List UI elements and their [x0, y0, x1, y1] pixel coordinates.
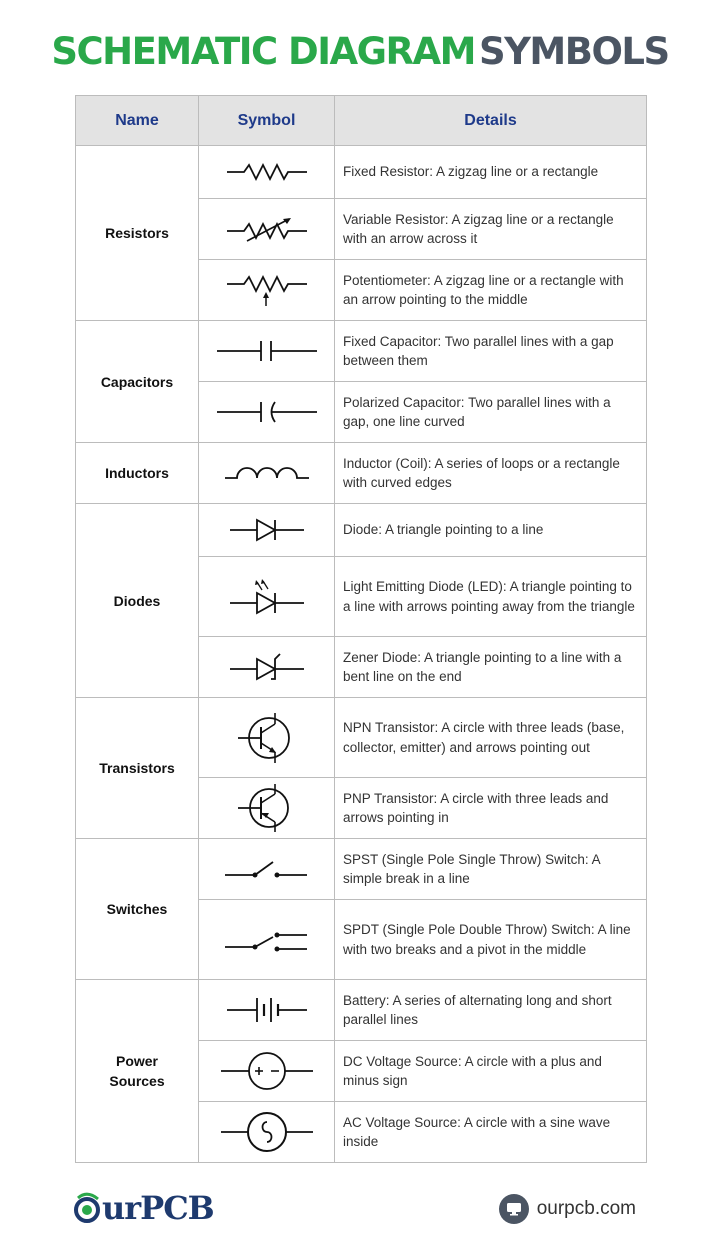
polarized-capacitor-symbol — [212, 397, 322, 427]
led-symbol — [222, 575, 312, 619]
details-cell: Fixed Capacitor: Two parallel lines with a gap between them — [335, 321, 647, 382]
diode-symbol — [222, 515, 312, 545]
column-header-symbol: Symbol — [199, 96, 335, 146]
details-cell: SPDT (Single Pole Double Throw) Switch: A line with two breaks and a pivot in the middle — [335, 900, 647, 980]
ac-voltage-source-symbol — [217, 1110, 317, 1154]
details-cell: Light Emitting Diode (LED): A triangle pointing to a line with arrows pointing away from the triangle — [335, 557, 647, 637]
symbol-cell — [199, 778, 335, 839]
symbol-cell — [199, 260, 335, 321]
table-header-row — [76, 96, 647, 146]
group-name-capacitors: Capacitors — [76, 321, 199, 443]
details-cell: Variable Resistor: A zigzag line or a rectangle with an arrow across it — [335, 199, 647, 260]
symbol-cell — [199, 382, 335, 443]
details-cell: Diode: A triangle pointing to a line — [335, 504, 647, 557]
details-cell: DC Voltage Source: A circle with a plus and minus sign — [335, 1041, 647, 1102]
spst-switch-symbol — [217, 854, 317, 884]
details-cell: Potentiometer: A zigzag line or a rectangle with an arrow pointing to the middle — [335, 260, 647, 321]
group-name-diodes: Diodes — [76, 504, 199, 698]
ourpcb-logo[interactable] — [72, 1186, 214, 1230]
logo-text: urPCB — [102, 1189, 214, 1227]
symbol-cell — [199, 146, 335, 199]
website-link[interactable] — [499, 1193, 636, 1225]
details-cell: AC Voltage Source: A circle with a sine wave inside — [335, 1102, 647, 1163]
table-row — [76, 443, 647, 504]
group-name-switches: Switches — [76, 839, 199, 980]
npn-transistor-symbol — [232, 711, 302, 765]
page-title — [0, 30, 720, 73]
symbol-cell — [199, 698, 335, 778]
column-header-name: Name — [76, 96, 199, 146]
table-row — [76, 980, 647, 1041]
symbol-cell — [199, 1102, 335, 1163]
dc-voltage-source-symbol — [217, 1051, 317, 1091]
battery-symbol — [217, 994, 317, 1026]
fixed-resistor-symbol — [217, 157, 317, 187]
title-part-2: SYMBOLS — [478, 30, 669, 73]
table-row — [76, 146, 647, 199]
symbol-cell — [199, 900, 335, 980]
zener-diode-symbol — [222, 650, 312, 684]
symbol-cell — [199, 637, 335, 698]
table-row — [76, 504, 647, 557]
group-name-inductors: Inductors — [76, 443, 199, 504]
table-row — [76, 839, 647, 900]
computer-icon — [499, 1194, 529, 1224]
fixed-capacitor-symbol — [212, 336, 322, 366]
potentiometer-symbol — [217, 270, 317, 310]
symbol-cell — [199, 1041, 335, 1102]
details-cell: Polarized Capacitor: Two parallel lines with a gap, one line curved — [335, 382, 647, 443]
symbol-cell — [199, 443, 335, 504]
symbol-cell — [199, 980, 335, 1041]
group-name-power-sources — [76, 980, 199, 1163]
details-cell: NPN Transistor: A circle with three leads (base, collector, emitter) and arrows pointing out — [335, 698, 647, 778]
details-cell: Fixed Resistor: A zigzag line or a rectangle — [335, 146, 647, 199]
logo-mark-icon — [72, 1190, 102, 1226]
details-cell: PNP Transistor: A circle with three leads and arrows pointing in — [335, 778, 647, 839]
symbol-cell — [199, 557, 335, 637]
pnp-transistor-symbol — [232, 782, 302, 834]
symbol-cell — [199, 504, 335, 557]
group-name-transistors: Transistors — [76, 698, 199, 839]
details-cell: Inductor (Coil): A series of loops or a rectangle with curved edges — [335, 443, 647, 504]
title-part-1: SCHEMATIC DIAGRAM — [51, 30, 475, 73]
details-cell: Zener Diode: A triangle pointing to a line with a bent line on the end — [335, 637, 647, 698]
inductor-symbol — [217, 458, 317, 488]
symbol-cell — [199, 839, 335, 900]
details-cell: SPST (Single Pole Single Throw) Switch: A simple break in a line — [335, 839, 647, 900]
symbols-table — [75, 95, 647, 1163]
column-header-details: Details — [335, 96, 647, 146]
spdt-switch-symbol — [217, 923, 317, 957]
website-url: ourpcb.com — [536, 1198, 636, 1219]
group-name-label: Power Sources — [109, 1053, 165, 1089]
symbol-cell — [199, 321, 335, 382]
table-row — [76, 698, 647, 778]
table-row — [76, 321, 647, 382]
group-name-resistors: Resistors — [76, 146, 199, 321]
variable-resistor-symbol — [217, 211, 317, 247]
symbol-cell — [199, 199, 335, 260]
details-cell: Battery: A series of alternating long and short parallel lines — [335, 980, 647, 1041]
